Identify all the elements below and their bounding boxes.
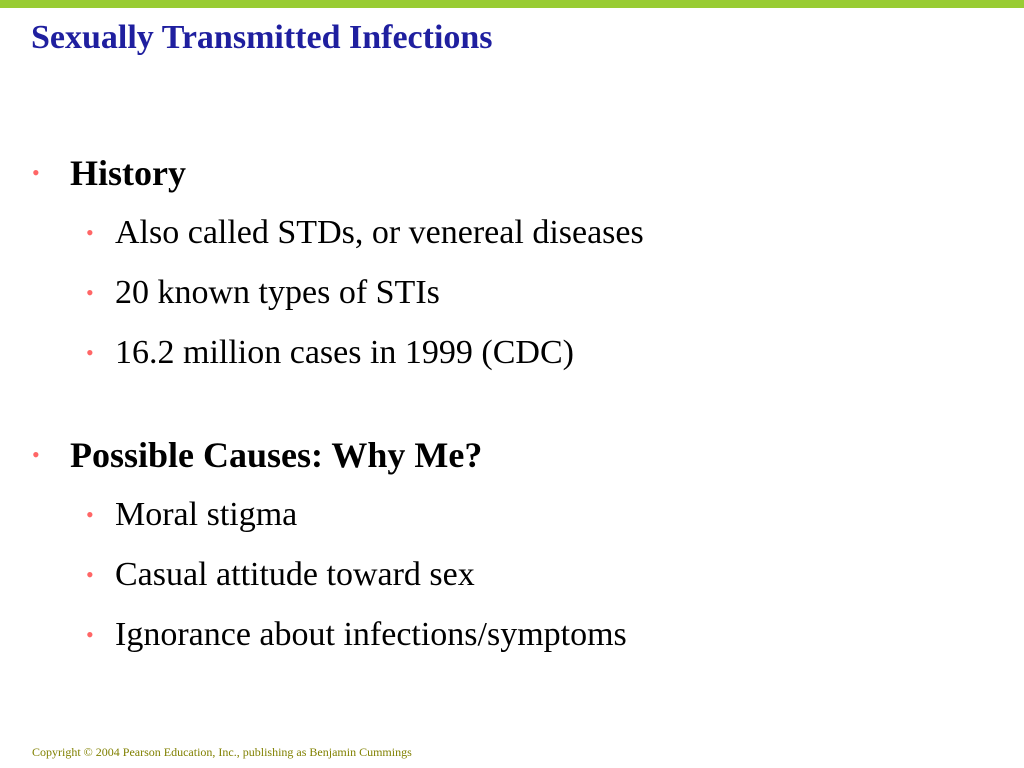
section-heading: History bbox=[70, 153, 186, 193]
top-accent-bar bbox=[0, 0, 1024, 8]
bullet-dot-icon: • bbox=[86, 220, 94, 245]
sub-bullet-text: 20 known types of STIs bbox=[115, 274, 440, 311]
sub-bullet-text: Moral stigma bbox=[115, 496, 298, 533]
sub-bullet bbox=[0, 330, 1024, 390]
bullet-dot-icon: • bbox=[32, 160, 40, 185]
sub-bullet bbox=[0, 210, 1024, 270]
sub-bullet bbox=[0, 270, 1024, 330]
copyright-footer: Copyright © 2004 Pearson Education, Inc., publishing as Benjamin Cummings bbox=[32, 745, 412, 759]
sub-bullet-text: Ignorance about infections/symptoms bbox=[115, 616, 627, 653]
section-possible-causes bbox=[0, 432, 1024, 672]
section-heading: Possible Causes: Why Me? bbox=[70, 435, 483, 475]
sub-bullet-text: Also called STDs, or venereal diseases bbox=[115, 214, 644, 251]
bullet-dot-icon: • bbox=[86, 340, 94, 365]
bullet-dot-icon: • bbox=[86, 280, 94, 305]
bullet-dot-icon: • bbox=[86, 622, 94, 647]
sub-bullet-text: Casual attitude toward sex bbox=[115, 556, 475, 593]
sub-bullet bbox=[0, 552, 1024, 612]
sub-bullet bbox=[0, 612, 1024, 672]
sub-bullet-text: 16.2 million cases in 1999 (CDC) bbox=[115, 334, 574, 371]
bullet-dot-icon: • bbox=[86, 502, 94, 527]
sub-bullet-list bbox=[0, 492, 1024, 672]
section-history bbox=[0, 150, 1024, 390]
sub-bullet bbox=[0, 492, 1024, 552]
slide-title: Sexually Transmitted Infections bbox=[31, 19, 493, 56]
bullet-dot-icon: • bbox=[86, 562, 94, 587]
bullet-history bbox=[0, 150, 1024, 196]
sub-bullet-list bbox=[0, 210, 1024, 390]
bullet-possible-causes bbox=[0, 432, 1024, 478]
bullet-dot-icon: • bbox=[32, 442, 40, 467]
